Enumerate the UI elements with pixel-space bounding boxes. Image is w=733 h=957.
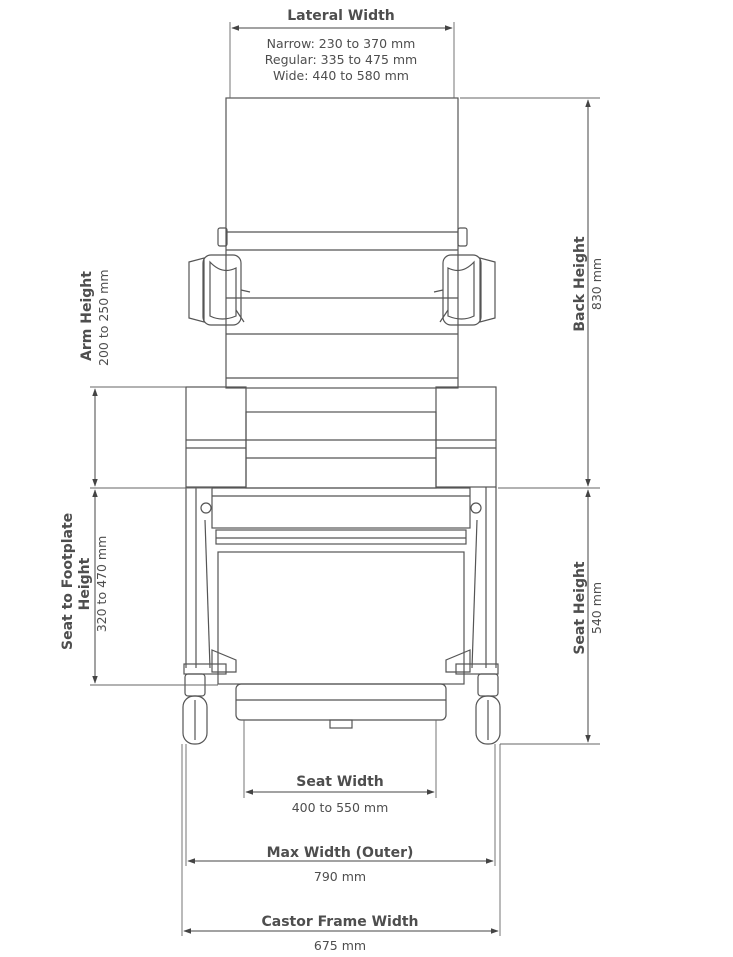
seat-height-title: Seat Height <box>572 561 588 655</box>
max-width-value: 790 mm <box>313 869 367 884</box>
dimension-arrows <box>95 28 588 931</box>
seat <box>246 412 436 488</box>
left-castor <box>183 674 207 744</box>
right-castor <box>476 674 500 744</box>
seat-width-value: 400 to 550 mm <box>291 800 389 815</box>
seat-to-footplate-label <box>60 512 109 650</box>
left-lateral-support <box>189 255 250 325</box>
left-armrest <box>186 387 246 487</box>
right-armrest <box>436 387 496 487</box>
arm-height-value: 200 to 250 mm <box>96 269 111 366</box>
back-height-title: Back Height <box>572 236 588 332</box>
arm-height-label <box>79 264 111 368</box>
lateral-width-wide: Wide: 440 to 580 mm <box>273 68 409 83</box>
seat-to-footplate-title-1: Seat to Footplate <box>60 512 76 650</box>
arm-height-title: Arm Height <box>79 271 95 361</box>
leg-rest <box>218 552 464 684</box>
lateral-width-title: Lateral Width <box>287 8 395 24</box>
seat-to-footplate-value: 320 to 470 mm <box>94 535 109 633</box>
seat-height-value: 540 mm <box>589 581 604 635</box>
back-height-label <box>572 234 604 334</box>
seat-to-footplate-title-2: Height <box>77 557 93 611</box>
backrest <box>226 98 458 388</box>
lateral-width-narrow: Narrow: 230 to 370 mm <box>266 36 416 51</box>
seat-height-label <box>572 558 604 658</box>
castor-frame-width-value: 675 mm <box>313 938 367 953</box>
seat-width-title: Seat Width <box>296 774 384 790</box>
extension-lines <box>90 22 600 936</box>
chair-outline <box>183 98 500 744</box>
castor-frame-width-title: Castor Frame Width <box>261 914 419 930</box>
lateral-width-regular: Regular: 335 to 475 mm <box>264 52 418 67</box>
right-lateral-support <box>434 255 495 325</box>
back-height-value: 830 mm <box>589 257 604 311</box>
footplate <box>236 684 446 720</box>
max-width-title: Max Width (Outer) <box>266 845 414 861</box>
